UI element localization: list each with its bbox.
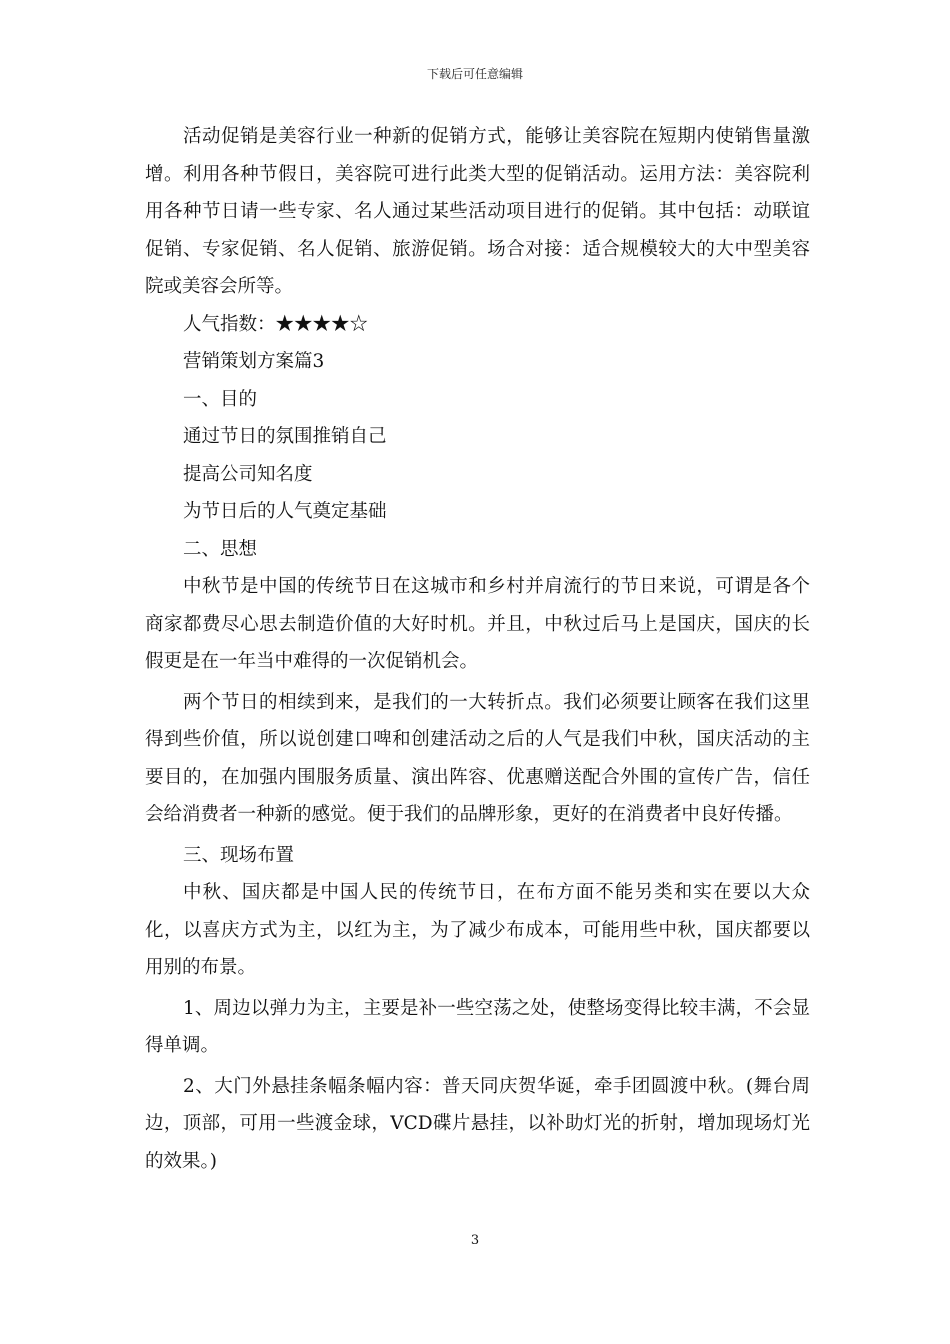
paragraph-idea-1: 中秋节是中国的传统节日在这城市和乡村并肩流行的节日来说，可谓是各个商家都费尽心思去制造价值的大好时机。并且，中秋过后马上是国庆，国庆的长假更是在一年当中难得的一次促销机会。	[145, 576, 810, 672]
paragraph-promotion: 活动促销是美容行业一种新的促销方式，能够让美容院在短期内使销售量激增。利用各种节假日，美容院可进行此类大型的促销活动。运用方法：美容院利用各种节日请一些专家、名人通过某些活动项目进行的促销。其中包括：动联谊促销、专家促销、名人促销、旅游促销。场合对接：适合规模较大的大中型美容院或美容会所等。	[145, 126, 810, 297]
purpose-item: 为节日后的人气奠定基础	[183, 501, 387, 522]
page-number: 3	[470, 1233, 480, 1248]
heading-purpose: 一、目的	[183, 388, 258, 410]
heading-idea: 二、思想	[183, 538, 258, 560]
paragraph-popularity-rating: 人气指数：★★★★☆	[183, 313, 369, 335]
paragraph-site-layout: 中秋、国庆都是中国人民的传统节日，在布方面不能另类和实在要以大众化，以喜庆方式为主，以红为主，为了减少布成本，可能用些中秋，国庆都要以用别的布景。	[145, 882, 810, 978]
purpose-item: 提高公司知名度	[183, 463, 313, 485]
heading-site-layout: 三、现场布置	[183, 844, 295, 866]
section-title: 营销策划方案篇3	[183, 351, 325, 372]
page-header: 下载后可任意编辑	[426, 67, 523, 81]
purpose-item: 通过节日的氛围推销自己	[183, 426, 387, 447]
paragraph-idea-2: 两个节日的相续到来，是我们的一大转折点。我们必须要让顾客在我们这里得到些价值，所以说创建口啤和创建活动之后的人气是我们中秋，国庆活动的主要目的，在加强内围服务质量、演出阵容、优惠赠送配合外围的宣传广告，信任会给消费者一种新的感觉。便于我们的品牌形象，更好的在消费者中良好传播。	[145, 691, 810, 825]
document-body	[145, 118, 810, 1180]
layout-item-1: 1、周边以弹力为主，主要是补一些空荡之处，使整场变得比较丰满，不会显得单调。	[145, 997, 810, 1056]
layout-item-2: 2、大门外悬挂条幅条幅内容：普天同庆贺华诞，牵手团圆渡中秋。(舞台周边，顶部，可用一些渡金球，VCD碟片悬挂，以补助灯光的折射，增加现场灯光的效果。)	[145, 1075, 810, 1172]
